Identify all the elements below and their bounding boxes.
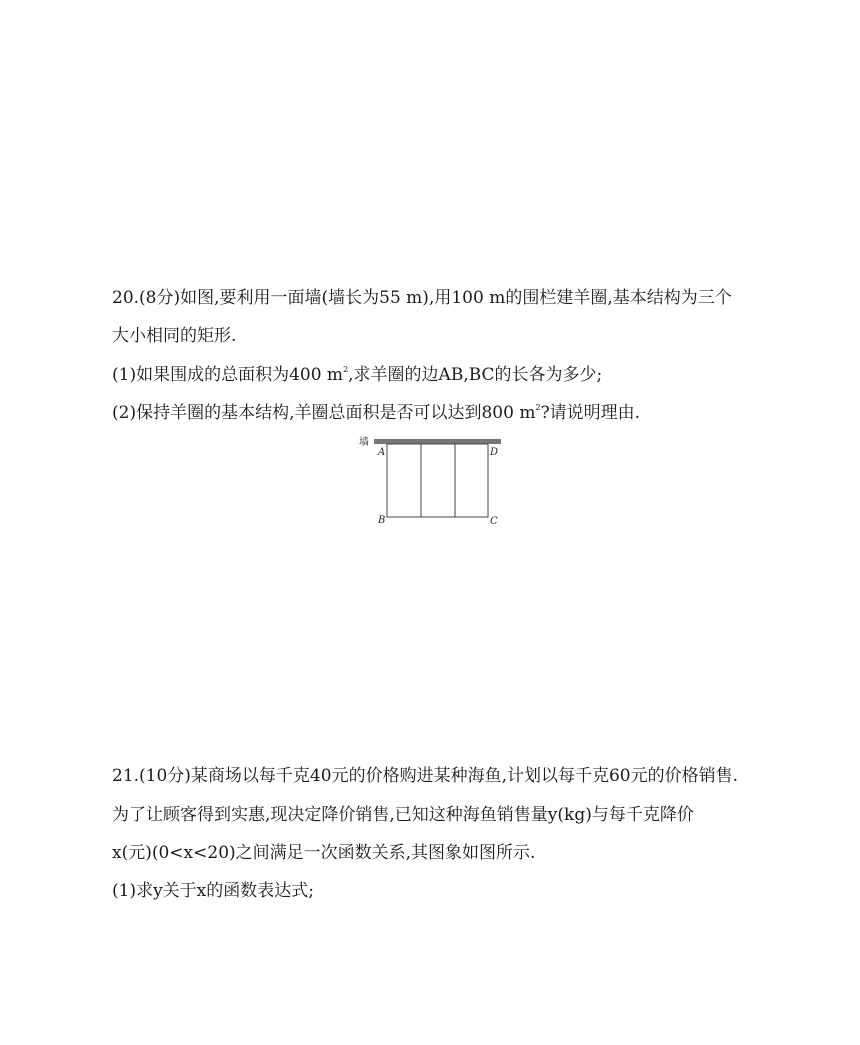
q20-stem-line-1: 20.(8分)如图,要利用一面墙(墙长为55 m),用100 m的围栏建羊圈,基本结构为三个 [112,288,732,308]
q20-part-2 [112,403,640,423]
q20-stem-line-2: 大小相同的矩形. [112,326,237,346]
q21-stem-line-2: 为了让顾客得到实惠,现决定降价销售,已知这种海鱼销售量y(kg)与每千克降价 [112,805,694,825]
sheep-pen-diagram [355,432,515,532]
q21-stem-line-3: x(元)(0<x<20)之间满足一次函数关系,其图象如图所示. [112,843,536,863]
point-b-label: B [378,515,386,526]
q21-part-1: (1)求y关于x的函数表达式; [112,881,314,901]
sheep-pen-figure [355,432,515,532]
wall-bar [374,439,501,444]
q20-part-2-text-end: ?请说明理由. [540,403,641,423]
wall-label: 墙 [359,437,369,448]
q20-part-1-text-end: ,求羊圈的边AB,BC的长各为多少; [348,365,603,385]
q20-part-1-exponent: 2 [343,365,349,374]
q21-stem-line-1: 21.(10分)某商场以每千克40元的价格购进某种海鱼,计划以每千克60元的价格销售. [112,766,739,786]
q20-part-1 [112,365,602,385]
q20-part-2-text: (2)保持羊圈的基本结构,羊圈总面积是否可以达到800 m [112,403,536,423]
q20-part-1-text: (1)如果围成的总面积为400 m [112,365,344,385]
q20-part-2-exponent: 2 [535,403,541,412]
point-d-label: D [490,447,499,458]
pen-outline [387,444,488,517]
point-c-label: C [490,516,498,527]
point-a-label: A [378,447,386,458]
